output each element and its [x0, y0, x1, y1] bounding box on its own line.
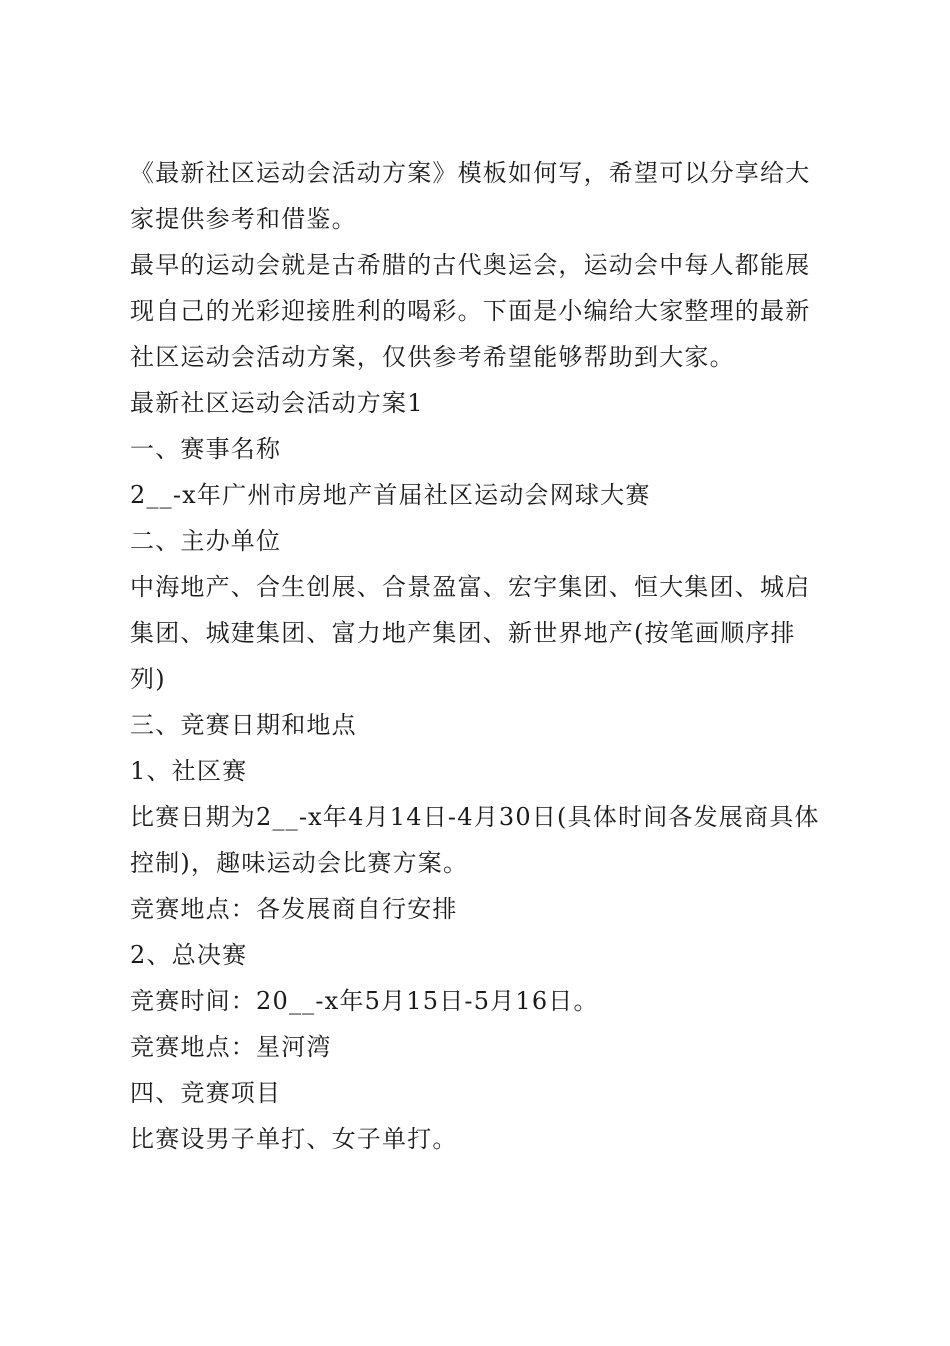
events-text: 比赛设男子单打、女子单打。 — [130, 1125, 458, 1153]
section-heading-event-name: 一、赛事名称 — [130, 435, 282, 463]
event-name-text: 2__-x年广州市房地产首届社区运动会网球大赛 — [130, 481, 651, 509]
section-heading-date-venue: 三、竞赛日期和地点 — [130, 711, 357, 739]
section-heading-events: 四、竞赛项目 — [130, 1079, 282, 1107]
section-heading-organizers: 二、主办单位 — [130, 527, 282, 555]
document-body — [130, 150, 830, 1162]
final-venue-text: 竞赛地点：星河湾 — [130, 1033, 332, 1061]
background-paragraph: 最早的运动会就是古希腊的古代奥运会，运动会中每人都能展现自己的光彩迎接胜利的喝彩。下面是小编给大家整理的最新社区运动会活动方案，仅供参考希望能够帮助到大家。 — [130, 251, 811, 371]
community-match-date-text: 比赛日期为2__-x年4月14日-4月30日(具体时间各发展商具体控制)，趣味运动会比赛方案。 — [130, 803, 820, 877]
intro-paragraph: 《最新社区运动会活动方案》模板如何写，希望可以分享给大家提供参考和借鉴。 — [130, 159, 811, 233]
community-match-venue-text: 竞赛地点：各发展商自行安排 — [130, 895, 458, 923]
organizers-text: 中海地产、合生创展、合景盈富、宏宇集团、恒大集团、城启集团、城建集团、富力地产集团、新世界地产(按笔画顺序排列) — [130, 573, 811, 693]
final-time-text: 竞赛时间：20__-x年5月15日-5月16日。 — [130, 987, 599, 1015]
subheading-community-match: 1、社区赛 — [130, 757, 248, 785]
subheading-final: 2、总决赛 — [130, 941, 248, 969]
plan-title: 最新社区运动会活动方案1 — [130, 389, 424, 417]
